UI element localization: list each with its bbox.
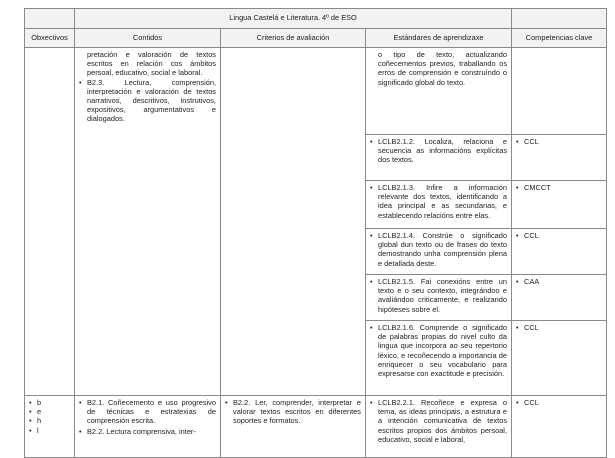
contents-item-b21: • B2.1. Coñecemento e uso progresivo de técnicas e estratexias de comprensión escrita.	[79, 398, 216, 426]
standard-text: • LCLB2.1.4. Constrúe o significado global dun texto ou de frases do texto demostrando unha comprensión plena e detallada deste.	[370, 231, 507, 268]
standard-cell	[366, 181, 512, 229]
objective-item: • e	[29, 407, 70, 416]
competence-text: • CCL	[516, 137, 602, 146]
standard-text: • LCLB2.1.5. Fai conexións entre un texto e o seu contexto, integrándoo e avaliándoo criticamente, e realizando hipóteses sobre el.	[370, 277, 507, 314]
header-objectives: Obxectivos	[25, 29, 75, 48]
table-row	[25, 48, 607, 135]
objective-item: • h	[29, 416, 70, 425]
title-empty-cell	[512, 9, 607, 29]
competence-cell	[512, 135, 607, 181]
standard-text: • LCLB2.1.2. Localiza, relaciona e secuencia as informacións explícitas dos textos.	[370, 137, 507, 165]
standard-text: • LCLB2.2.1. Recoñece e expresa o tema, as ideas principais, a estrutura e a intención comunicativa de textos escritos propios dos ámbitos persoal, educativo, social e laboral,	[370, 398, 507, 444]
competence-text: • CAA	[516, 277, 602, 286]
curriculum-table	[24, 8, 607, 458]
header-standards: Estándares de aprendizaxe	[366, 29, 512, 48]
contents-item-b23: • B2.3. Lectura, comprensión, interpretación e valoración de textos narrativos, descritivos, instrutivos, expositivos, argumentativos e dialogados.	[79, 78, 216, 124]
contents-item-b22: • B2.2. Lectura comprensiva, inter-	[79, 427, 216, 436]
contents-continuation: pretación e valoración de textos escritos en relación cos ámbitos persoal, educativo, social e laboral.	[87, 50, 216, 78]
header-competences: Competencias clave	[512, 29, 607, 48]
standard-text: • LCLB2.1.6. Comprende o significado de palabras propias do nivel culto da lingua que incorpora ao seu repertorio léxico, e recoñecendo a importancia de enriquecer o seu vocabulario para expresarse con exactitude e precisión.	[370, 323, 507, 378]
objective-item: • b	[29, 398, 70, 407]
header-criteria: Criterios de avaliación	[221, 29, 366, 48]
criteria-item-b22: • B2.2. Ler, comprender, interpretar e valorar textos escritos en diferentes soportes e formatos.	[225, 398, 361, 426]
table-row	[25, 396, 607, 458]
standard-cell	[366, 135, 512, 181]
standard-cell	[366, 48, 512, 135]
objective-item: • l	[29, 426, 70, 435]
competence-cell	[512, 229, 607, 275]
standard-text: • LCLB2.1.3. Infire a información relevante dos textos, identificando a idea principal e as secundarias, e establecendo relacións entre elas.	[370, 183, 507, 220]
curriculum-page	[24, 8, 606, 458]
contents-cell	[75, 396, 221, 458]
competence-text: • CCL	[516, 398, 602, 407]
title-empty-cell	[25, 9, 75, 29]
competence-cell	[512, 396, 607, 458]
criteria-cell	[221, 48, 366, 396]
header-contents: Contidos	[75, 29, 221, 48]
competence-cell	[512, 48, 607, 135]
competence-text: • CCL	[516, 231, 602, 240]
objectives-cell	[25, 396, 75, 458]
contents-cell	[75, 48, 221, 396]
objectives-cell	[25, 48, 75, 396]
competence-text: • CMCCT	[516, 183, 602, 192]
competence-text: • CCL	[516, 323, 602, 332]
competence-cell	[512, 275, 607, 321]
standard-cell	[366, 275, 512, 321]
table-title-row	[25, 9, 607, 29]
standard-cell	[366, 396, 512, 458]
competence-cell	[512, 181, 607, 229]
standard-continuation: o tipo de texto, actualizando coñecementos previos, traballando os erros de comprensión e construíndo o significado global do texto.	[378, 50, 508, 87]
criteria-cell	[221, 396, 366, 458]
standard-cell	[366, 321, 512, 396]
standard-cell	[366, 229, 512, 275]
competence-cell	[512, 321, 607, 396]
column-header-row	[25, 29, 607, 48]
table-title: Lingua Castelá e Literatura. 4º de ESO	[75, 9, 512, 29]
